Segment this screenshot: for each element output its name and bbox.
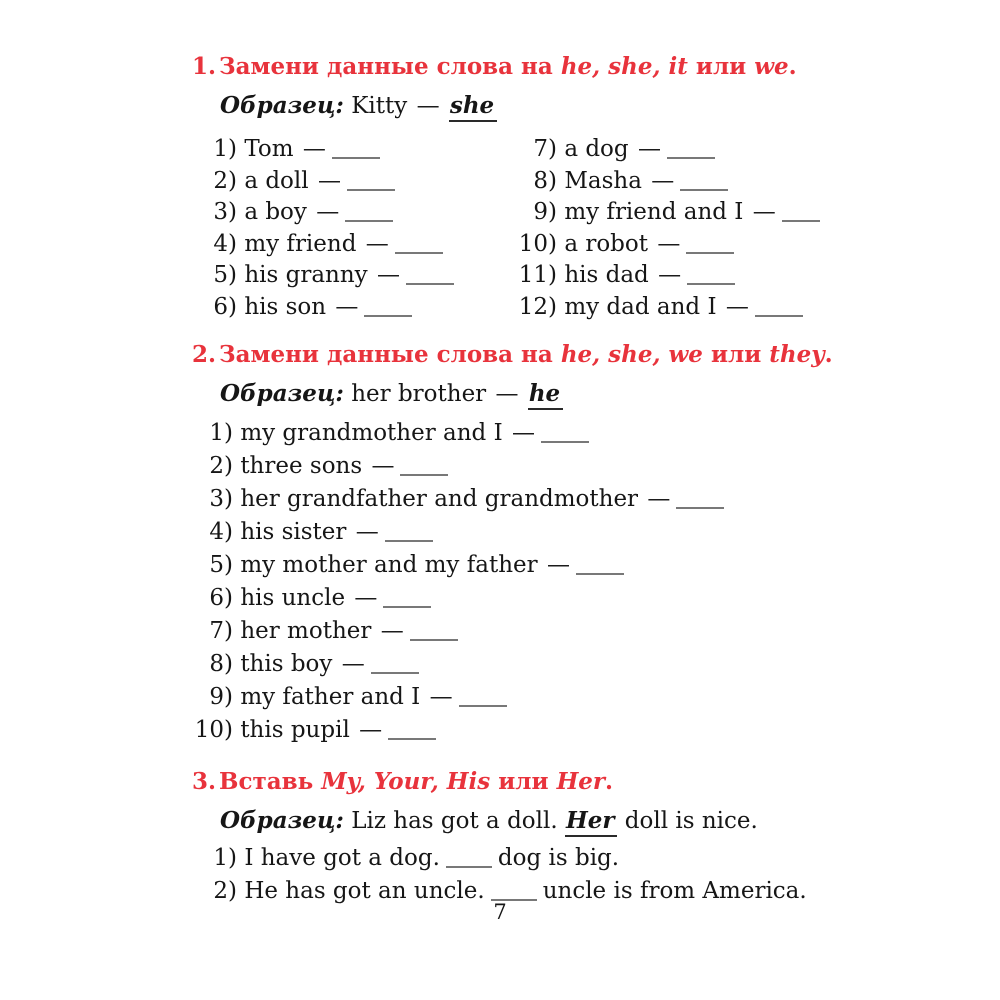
- list-item: [203, 229, 511, 261]
- exercise-title: [219, 52, 797, 82]
- item-number: 2): [213, 167, 237, 194]
- answer-blank: [667, 155, 715, 159]
- list-item: [511, 292, 1000, 324]
- answer-blank: [347, 187, 395, 191]
- sample-text: Liz has got a doll.: [351, 808, 558, 834]
- item-number: 2): [209, 453, 233, 479]
- item-text: three sons: [240, 453, 363, 479]
- item-text: her grandfather and grandmother: [240, 486, 639, 512]
- sample-answer: Her: [565, 807, 617, 837]
- sample-text-after: doll is nice.: [624, 808, 758, 834]
- sample-answer: she: [449, 92, 497, 122]
- item-text: a robot: [564, 230, 648, 257]
- exercise-title: [219, 767, 613, 797]
- item-number: 8): [209, 651, 233, 677]
- title-text-part: или: [702, 341, 770, 368]
- em-dash: —: [637, 136, 661, 162]
- list-item: [187, 549, 1000, 582]
- item-number: 9): [209, 684, 233, 710]
- item-number: 4): [213, 230, 237, 257]
- list-item: [187, 648, 1000, 681]
- item-text: his son: [244, 293, 327, 320]
- title-text-part: или: [687, 53, 755, 80]
- title-italic-part: My, Your, His: [321, 768, 491, 795]
- em-dash: —: [371, 453, 395, 479]
- list-item: [203, 292, 511, 324]
- item-text: my grandmother and I: [240, 420, 503, 446]
- item-number: 1): [213, 845, 237, 871]
- em-dash: —: [511, 420, 535, 446]
- title-text-part: .: [605, 768, 614, 795]
- item-text: a boy: [244, 199, 307, 225]
- em-dash: —: [752, 199, 776, 225]
- list-item: [187, 714, 1000, 747]
- list-item: [187, 483, 1000, 516]
- em-dash: —: [657, 230, 681, 257]
- title-text-part: или: [490, 768, 557, 795]
- exercise-1-heading: [192, 52, 1000, 82]
- item-text: my mother and my father: [240, 552, 538, 578]
- item-text: Masha: [564, 167, 642, 194]
- em-dash: —: [651, 167, 675, 194]
- title-text-part: Замени данные слова на: [219, 341, 561, 368]
- item-text: my friend and I: [564, 199, 744, 225]
- em-dash: —: [376, 262, 400, 288]
- em-dash: —: [495, 381, 519, 407]
- answer-blank: [576, 571, 624, 575]
- title-text-part: .: [788, 53, 797, 80]
- answer-blank: [459, 703, 507, 707]
- em-dash: —: [416, 93, 440, 119]
- answer-blank: [345, 218, 393, 222]
- item-number: 5): [209, 552, 233, 578]
- answer-blank: [446, 864, 492, 868]
- item-text: his uncle: [240, 585, 346, 611]
- answer-blank: [410, 637, 458, 641]
- title-italic-part: they: [769, 341, 825, 368]
- title-italic-part: he, she, it: [560, 53, 688, 80]
- em-dash: —: [658, 262, 682, 288]
- em-dash: —: [335, 293, 359, 320]
- exercise-title: [219, 340, 833, 370]
- em-dash: —: [365, 230, 389, 257]
- item-number: 6): [213, 293, 237, 320]
- exercise-3-sample: [220, 806, 1000, 836]
- em-dash: —: [317, 167, 341, 194]
- item-text: He has got an uncle.: [244, 878, 485, 904]
- item-number: 10): [518, 230, 557, 257]
- answer-blank: [687, 281, 735, 285]
- answer-blank: [755, 313, 803, 317]
- list-item: [187, 516, 1000, 549]
- em-dash: —: [341, 651, 365, 677]
- list-item: [187, 681, 1000, 714]
- sample-label: Образец:: [220, 380, 344, 407]
- item-number: 7): [533, 136, 557, 162]
- sample-text: Kitty: [351, 93, 408, 119]
- em-dash: —: [355, 519, 379, 545]
- item-number: 9): [533, 199, 557, 225]
- item-number: 2): [213, 878, 237, 904]
- em-dash: —: [316, 199, 340, 225]
- title-italic-part: we: [754, 53, 789, 80]
- answer-blank: [371, 670, 419, 674]
- exercise-number: 3.: [192, 768, 217, 795]
- title-italic-part: Her: [556, 768, 606, 795]
- sample-label: Образец:: [220, 807, 344, 834]
- list-item: [203, 134, 511, 166]
- list-item: [187, 615, 1000, 648]
- item-text: I have got a dog.: [244, 845, 440, 871]
- title-text-part: Вставь: [219, 768, 322, 795]
- list-item: [511, 197, 1000, 229]
- title-text-part: Замени данные слова на: [219, 53, 561, 80]
- items-column-left: [203, 134, 511, 323]
- list-item: [203, 842, 1000, 875]
- item-text-after: uncle is from America.: [542, 878, 807, 904]
- exercise-2-heading: [192, 340, 1000, 370]
- item-number: 5): [213, 262, 237, 288]
- list-item: [187, 450, 1000, 483]
- item-number: 6): [209, 585, 233, 611]
- item-text: this pupil: [240, 717, 350, 743]
- em-dash: —: [354, 585, 378, 611]
- sample-text: her brother: [351, 381, 487, 407]
- item-text: her mother: [240, 618, 372, 644]
- item-text: a doll: [244, 167, 309, 194]
- item-text: a dog: [564, 136, 629, 162]
- answer-blank: [541, 439, 589, 443]
- list-item: [511, 260, 1000, 292]
- sample-answer: he: [528, 380, 563, 410]
- item-number: 1): [209, 420, 233, 446]
- item-text: his sister: [240, 519, 347, 545]
- answer-blank: [395, 250, 443, 254]
- list-item: [203, 260, 511, 292]
- list-item: [203, 197, 511, 229]
- list-item: [511, 134, 1000, 166]
- em-dash: —: [302, 136, 326, 162]
- item-number: 3): [213, 199, 237, 225]
- item-number: 7): [209, 618, 233, 644]
- item-text: his granny: [244, 262, 368, 288]
- em-dash: —: [725, 293, 749, 320]
- item-number: 3): [209, 486, 233, 512]
- answer-blank: [686, 250, 734, 254]
- title-italic-part: he, she, we: [560, 341, 703, 368]
- item-number: 4): [209, 519, 233, 545]
- exercise-1-items: [203, 134, 1000, 323]
- answer-blank: [400, 472, 448, 476]
- exercise-number: 1.: [192, 53, 217, 80]
- list-item: [511, 229, 1000, 261]
- item-text: my friend: [244, 230, 357, 257]
- exercise-3-heading: [192, 767, 1000, 797]
- em-dash: —: [647, 486, 671, 512]
- exercise-2-items: [187, 417, 1000, 747]
- em-dash: —: [359, 717, 383, 743]
- item-number: 11): [518, 262, 557, 288]
- list-item: [203, 166, 511, 198]
- exercise-1-sample: [220, 91, 1000, 121]
- item-text: my dad and I: [564, 293, 717, 320]
- em-dash: —: [546, 552, 570, 578]
- em-dash: —: [429, 684, 453, 710]
- item-text-after: dog is big.: [497, 845, 620, 871]
- item-number: 12): [518, 293, 557, 320]
- page-number: 7: [493, 900, 507, 924]
- item-number: 8): [533, 167, 557, 194]
- item-text: Tom: [244, 136, 294, 162]
- answer-blank: [676, 505, 724, 509]
- answer-blank: [364, 313, 412, 317]
- sample-label: Образец:: [220, 92, 344, 119]
- item-number: 10): [194, 717, 233, 743]
- answer-blank: [385, 538, 433, 542]
- list-item: [187, 417, 1000, 450]
- exercise-3-items: [203, 842, 1000, 908]
- answer-blank: [388, 736, 436, 740]
- exercise-number: 2.: [192, 341, 217, 368]
- list-item: [187, 582, 1000, 615]
- item-number: 1): [213, 136, 237, 162]
- title-text-part: .: [824, 341, 833, 368]
- answer-blank: [406, 281, 454, 285]
- exercise-2-sample: [220, 379, 1000, 409]
- answer-blank: [383, 604, 431, 608]
- list-item: [511, 166, 1000, 198]
- answer-blank: [680, 187, 728, 191]
- item-text: his dad: [564, 262, 649, 288]
- em-dash: —: [380, 618, 404, 644]
- item-text: this boy: [240, 651, 333, 677]
- answer-blank: [782, 218, 820, 222]
- items-column-right: [511, 134, 1000, 323]
- item-text: my father and I: [240, 684, 421, 710]
- answer-blank: [332, 155, 380, 159]
